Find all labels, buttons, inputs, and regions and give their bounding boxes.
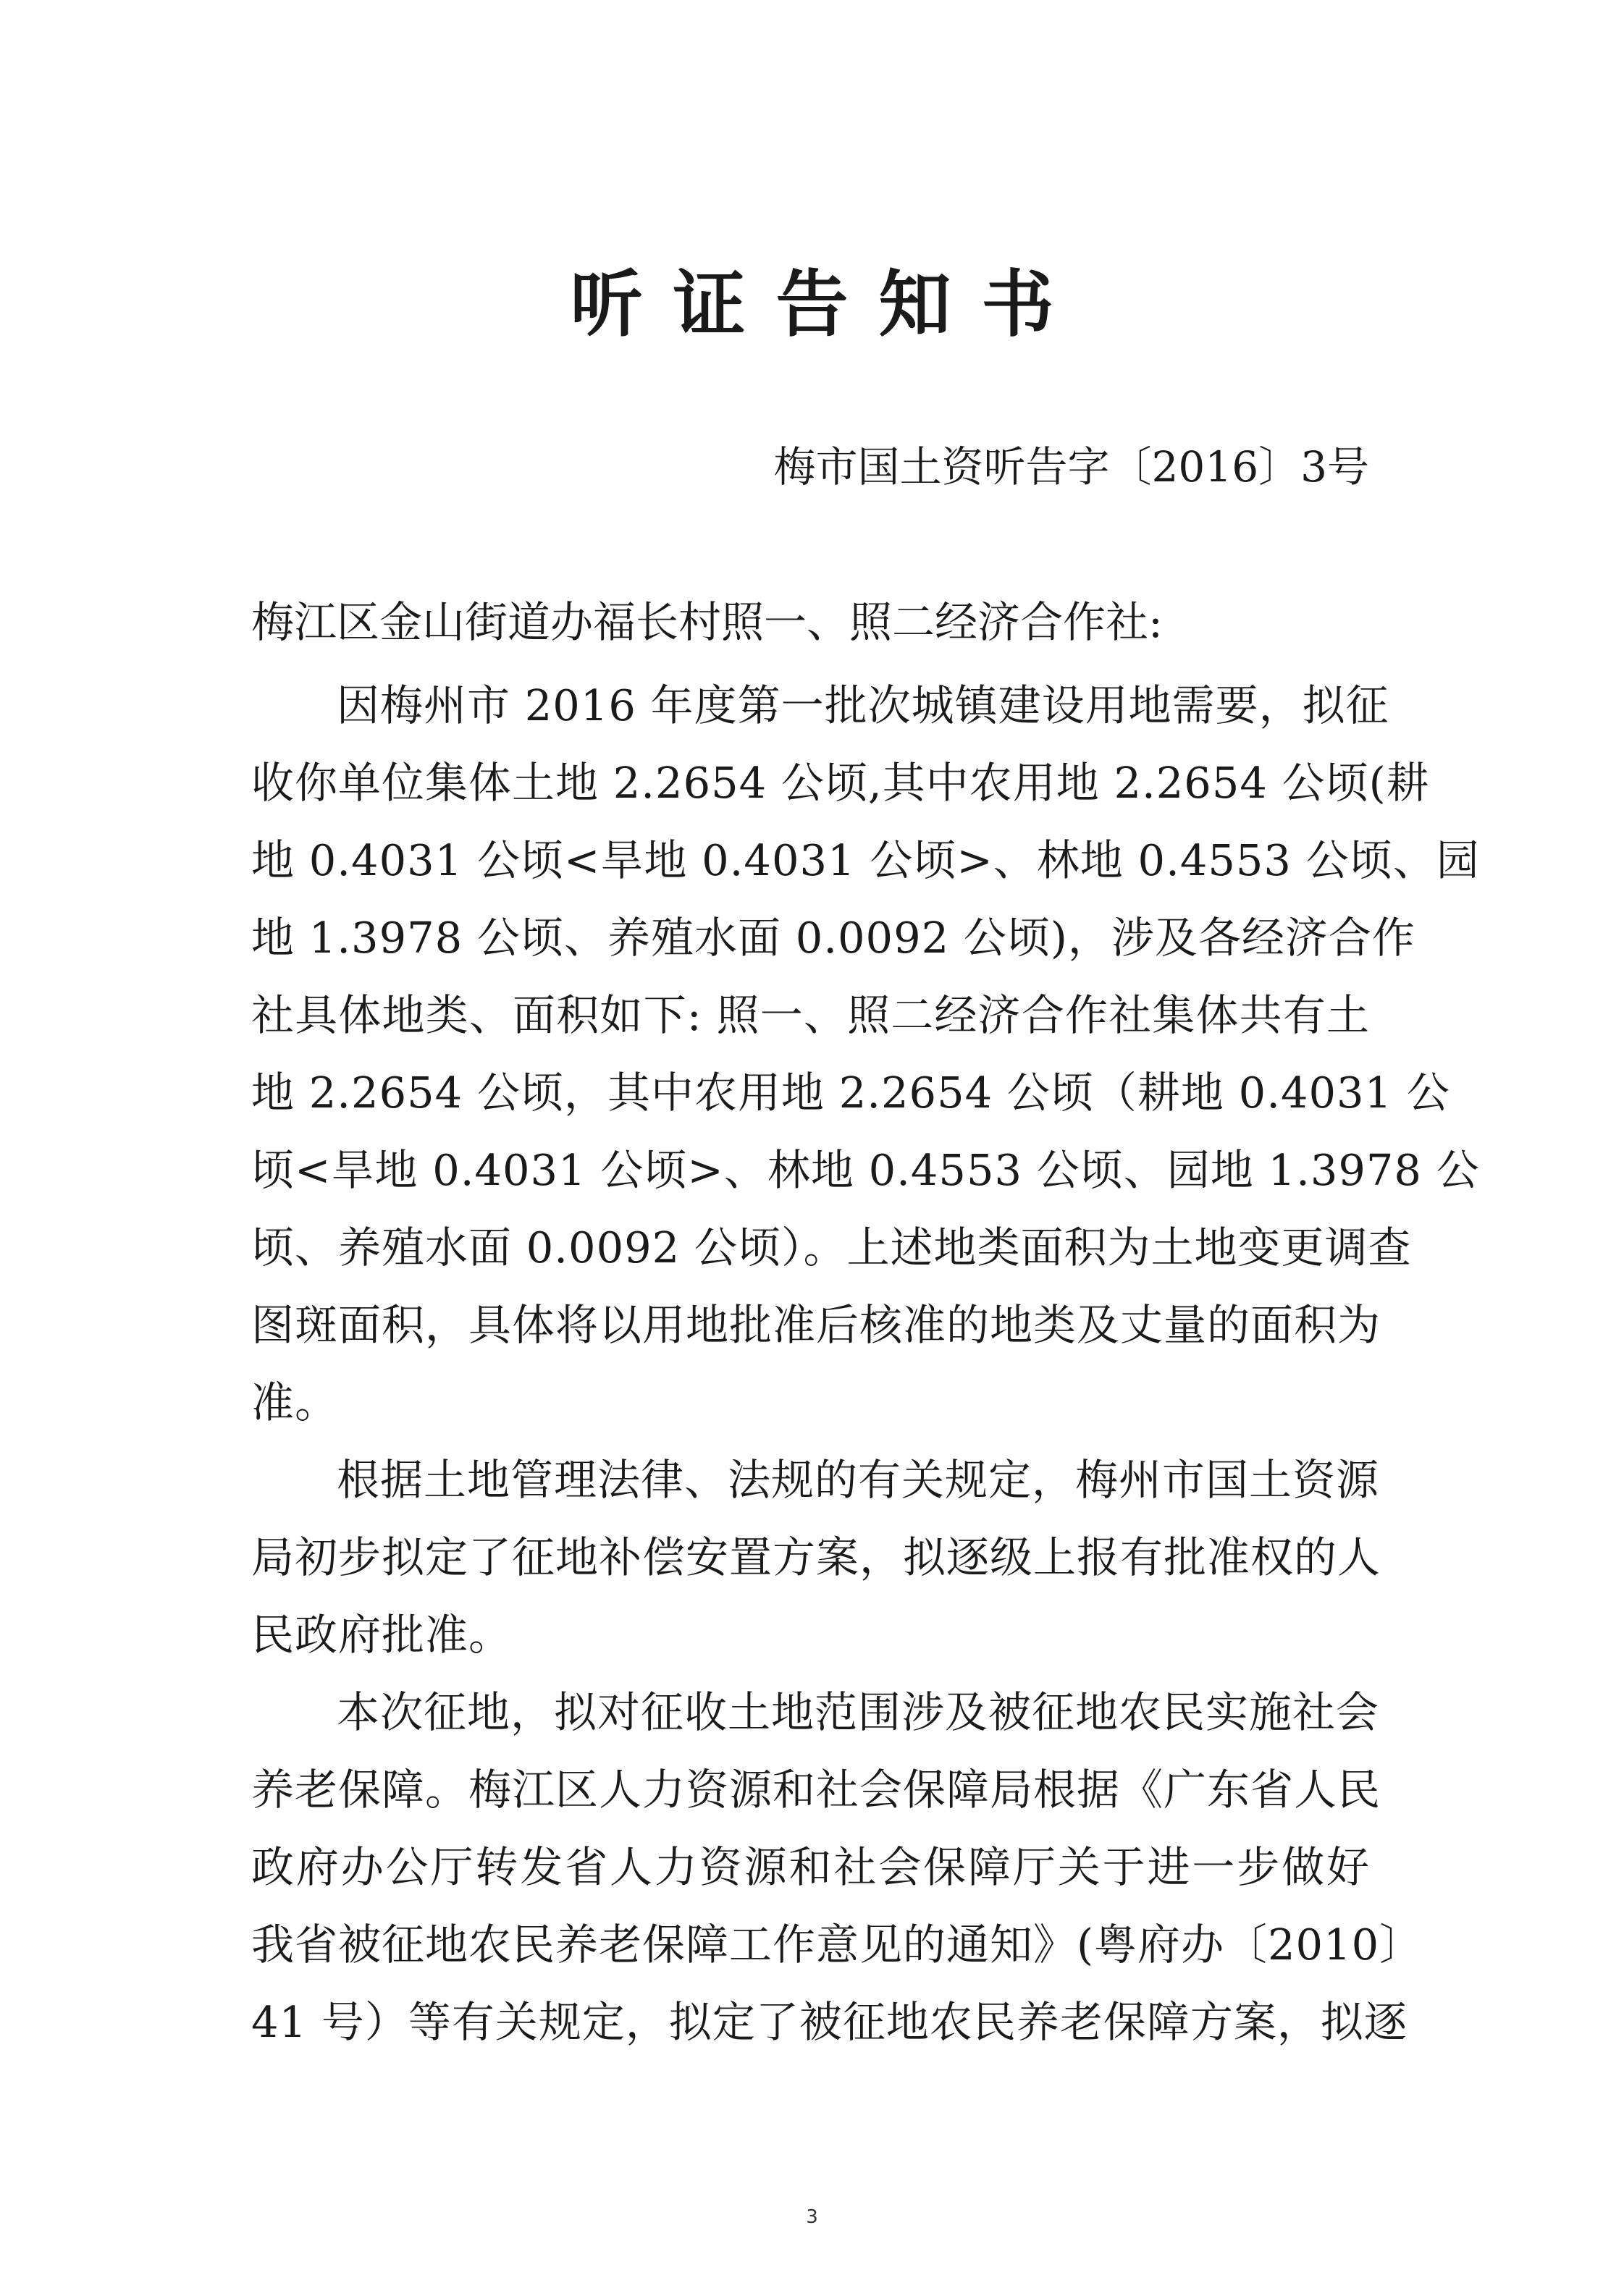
body-line: 社具体地类、面积如下: 照一、照二经济合作社集体共有土 bbox=[251, 990, 1370, 1040]
document-title: 听证告知书 bbox=[570, 261, 1085, 347]
body-text bbox=[251, 667, 1480, 2061]
body-line: 我省被征地农民养老保障工作意见的通知》(粤府办〔2010〕 bbox=[251, 1920, 1423, 1970]
body-line: 地 0.4031 公顷<旱地 0.4031 公顷>、林地 0.4553 公顷、园 bbox=[251, 835, 1480, 885]
body-line: 图斑面积，具体将以用地批准后核准的地类及丈量的面积为 bbox=[251, 1300, 1381, 1350]
body-line: 收你单位集体土地 2.2654 公顷,其中农用地 2.2654 公顷(耕 bbox=[251, 758, 1430, 808]
body-line: 养老保障。梅江区人力资源和社会保障局根据《广东省人民 bbox=[251, 1765, 1381, 1815]
body-line: 本次征地，拟对征收土地范围涉及被征地农民实施社会 bbox=[337, 1687, 1380, 1737]
body-line: 根据土地管理法律、法规的有关规定，梅州市国土资源 bbox=[337, 1455, 1380, 1505]
body-line: 顷、养殖水面 0.0092 公顷）。上述地类面积为土地变更调查 bbox=[251, 1223, 1412, 1272]
body-line: 准。 bbox=[251, 1377, 339, 1427]
body-line: 地 1.3978 公顷、养殖水面 0.0092 公顷)，涉及各经济合作 bbox=[251, 913, 1415, 963]
body-line: 局初步拟定了征地补偿安置方案，拟逐级上报有批准权的人 bbox=[251, 1532, 1381, 1582]
document-number: 梅市国土资听告字〔2016〕3号 bbox=[773, 442, 1369, 491]
body-line: 政府办公厅转发省人力资源和社会保障厅关于进一步做好 bbox=[251, 1842, 1370, 1892]
recipient-line: 梅江区金山街道办福长村照一、照二经济合作社: bbox=[251, 597, 1163, 647]
body-line: 因梅州市 2016 年度第一批次城镇建设用地需要，拟征 bbox=[337, 680, 1389, 730]
body-line: 顷<旱地 0.4031 公顷>、林地 0.4553 公顷、园地 1.3978 公 bbox=[251, 1145, 1480, 1195]
body-line: 41 号）等有关规定，拟定了被征地农民养老保障方案，拟逐 bbox=[251, 1997, 1408, 2047]
body-line: 地 2.2654 公顷，其中农用地 2.2654 公顷（耕地 0.4031 公 bbox=[251, 1068, 1450, 1118]
page-number: 3 bbox=[806, 2206, 818, 2228]
body-line: 民政府批准。 bbox=[251, 1610, 513, 1660]
